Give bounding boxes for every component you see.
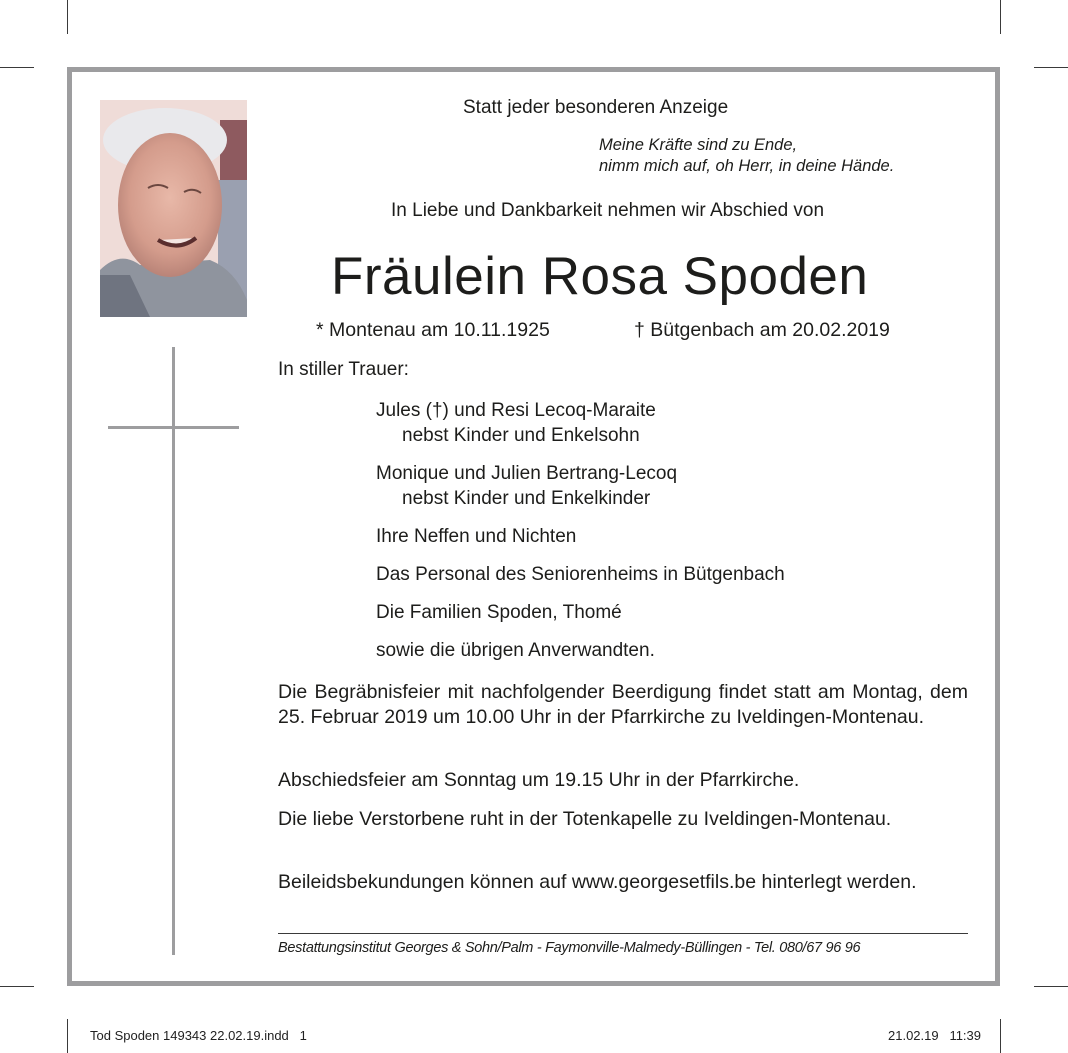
cross-horizontal [108, 426, 239, 429]
crop-mark [0, 986, 34, 987]
chapel-paragraph: Die liebe Verstorbene ruht in der Totenkapelle zu Iveldingen-Montenau. [278, 808, 892, 830]
mourner-line: Die Familien Spoden, Thomé [376, 602, 622, 623]
footer-rule [278, 933, 968, 934]
condolences-paragraph: Beileidsbekundungen können auf www.georgesetfils.be hinterlegt werden. [278, 871, 917, 893]
mourning-label: In stiller Trauer: [278, 359, 409, 380]
mourner-sub: nebst Kinder und Enkelsohn [402, 425, 640, 446]
slug-filename: Tod Spoden 149343 22.02.19.indd 1 [90, 1028, 307, 1043]
mourner-group [376, 524, 785, 549]
death-info: † Bütgenbach am 20.02.2019 [634, 319, 890, 341]
portrait-photo [100, 100, 247, 317]
crop-mark [1034, 67, 1068, 68]
mourner-group [376, 461, 785, 511]
crop-mark [1000, 0, 1001, 34]
mourners-list [376, 398, 785, 676]
slug-timestamp: 21.02.19 11:39 [888, 1028, 982, 1043]
crop-mark [0, 67, 34, 68]
mourner-line: Jules (†) und Resi Lecoq-Maraite [376, 400, 656, 421]
farewell-ceremony-paragraph: Abschiedsfeier am Sonntag um 19.15 Uhr in der Pfarrkirche. [278, 769, 800, 791]
mourner-group [376, 638, 785, 663]
birth-info: * Montenau am 10.11.1925 [316, 319, 550, 341]
funeral-home-footer: Bestattungsinstitut Georges & Sohn/Palm - Faymonville-Malmedy-Büllingen - Tel. 080/67 96 96 [278, 940, 861, 956]
mourner-group [376, 600, 785, 625]
verse [599, 135, 894, 177]
intro-line: Statt jeder besonderen Anzeige [463, 97, 729, 118]
mourner-line: Monique und Julien Bertrang-Lecoq [376, 463, 678, 484]
crop-mark [67, 0, 68, 34]
deceased-name: Fräulein Rosa Spoden [331, 247, 869, 306]
farewell-line: In Liebe und Dankbarkeit nehmen wir Abschied von [391, 200, 825, 221]
verse-line: Meine Kräfte sind zu Ende, [599, 136, 798, 154]
mourner-line: sowie die übrigen Anverwandten. [376, 640, 655, 661]
crop-mark [1034, 986, 1068, 987]
verse-line: nimm mich auf, oh Herr, in deine Hände. [599, 157, 895, 175]
mourner-line: Das Personal des Seniorenheims in Bütgenbach [376, 564, 785, 585]
cross-vertical [172, 347, 175, 955]
mourner-sub: nebst Kinder und Enkelkinder [402, 488, 651, 509]
crop-mark [1000, 1019, 1001, 1053]
crop-mark [67, 1019, 68, 1053]
funeral-paragraph: Die Begräbnisfeier mit nachfolgender Beerdigung findet statt am Montag, dem 25. Februar 2019 um 10.00 Uhr in der Pfarrkirche zu Iveldingen-Montenau. [278, 681, 968, 728]
mourner-group [376, 398, 785, 448]
mourner-line: Ihre Neffen und Nichten [376, 526, 577, 547]
mourner-group [376, 562, 785, 587]
